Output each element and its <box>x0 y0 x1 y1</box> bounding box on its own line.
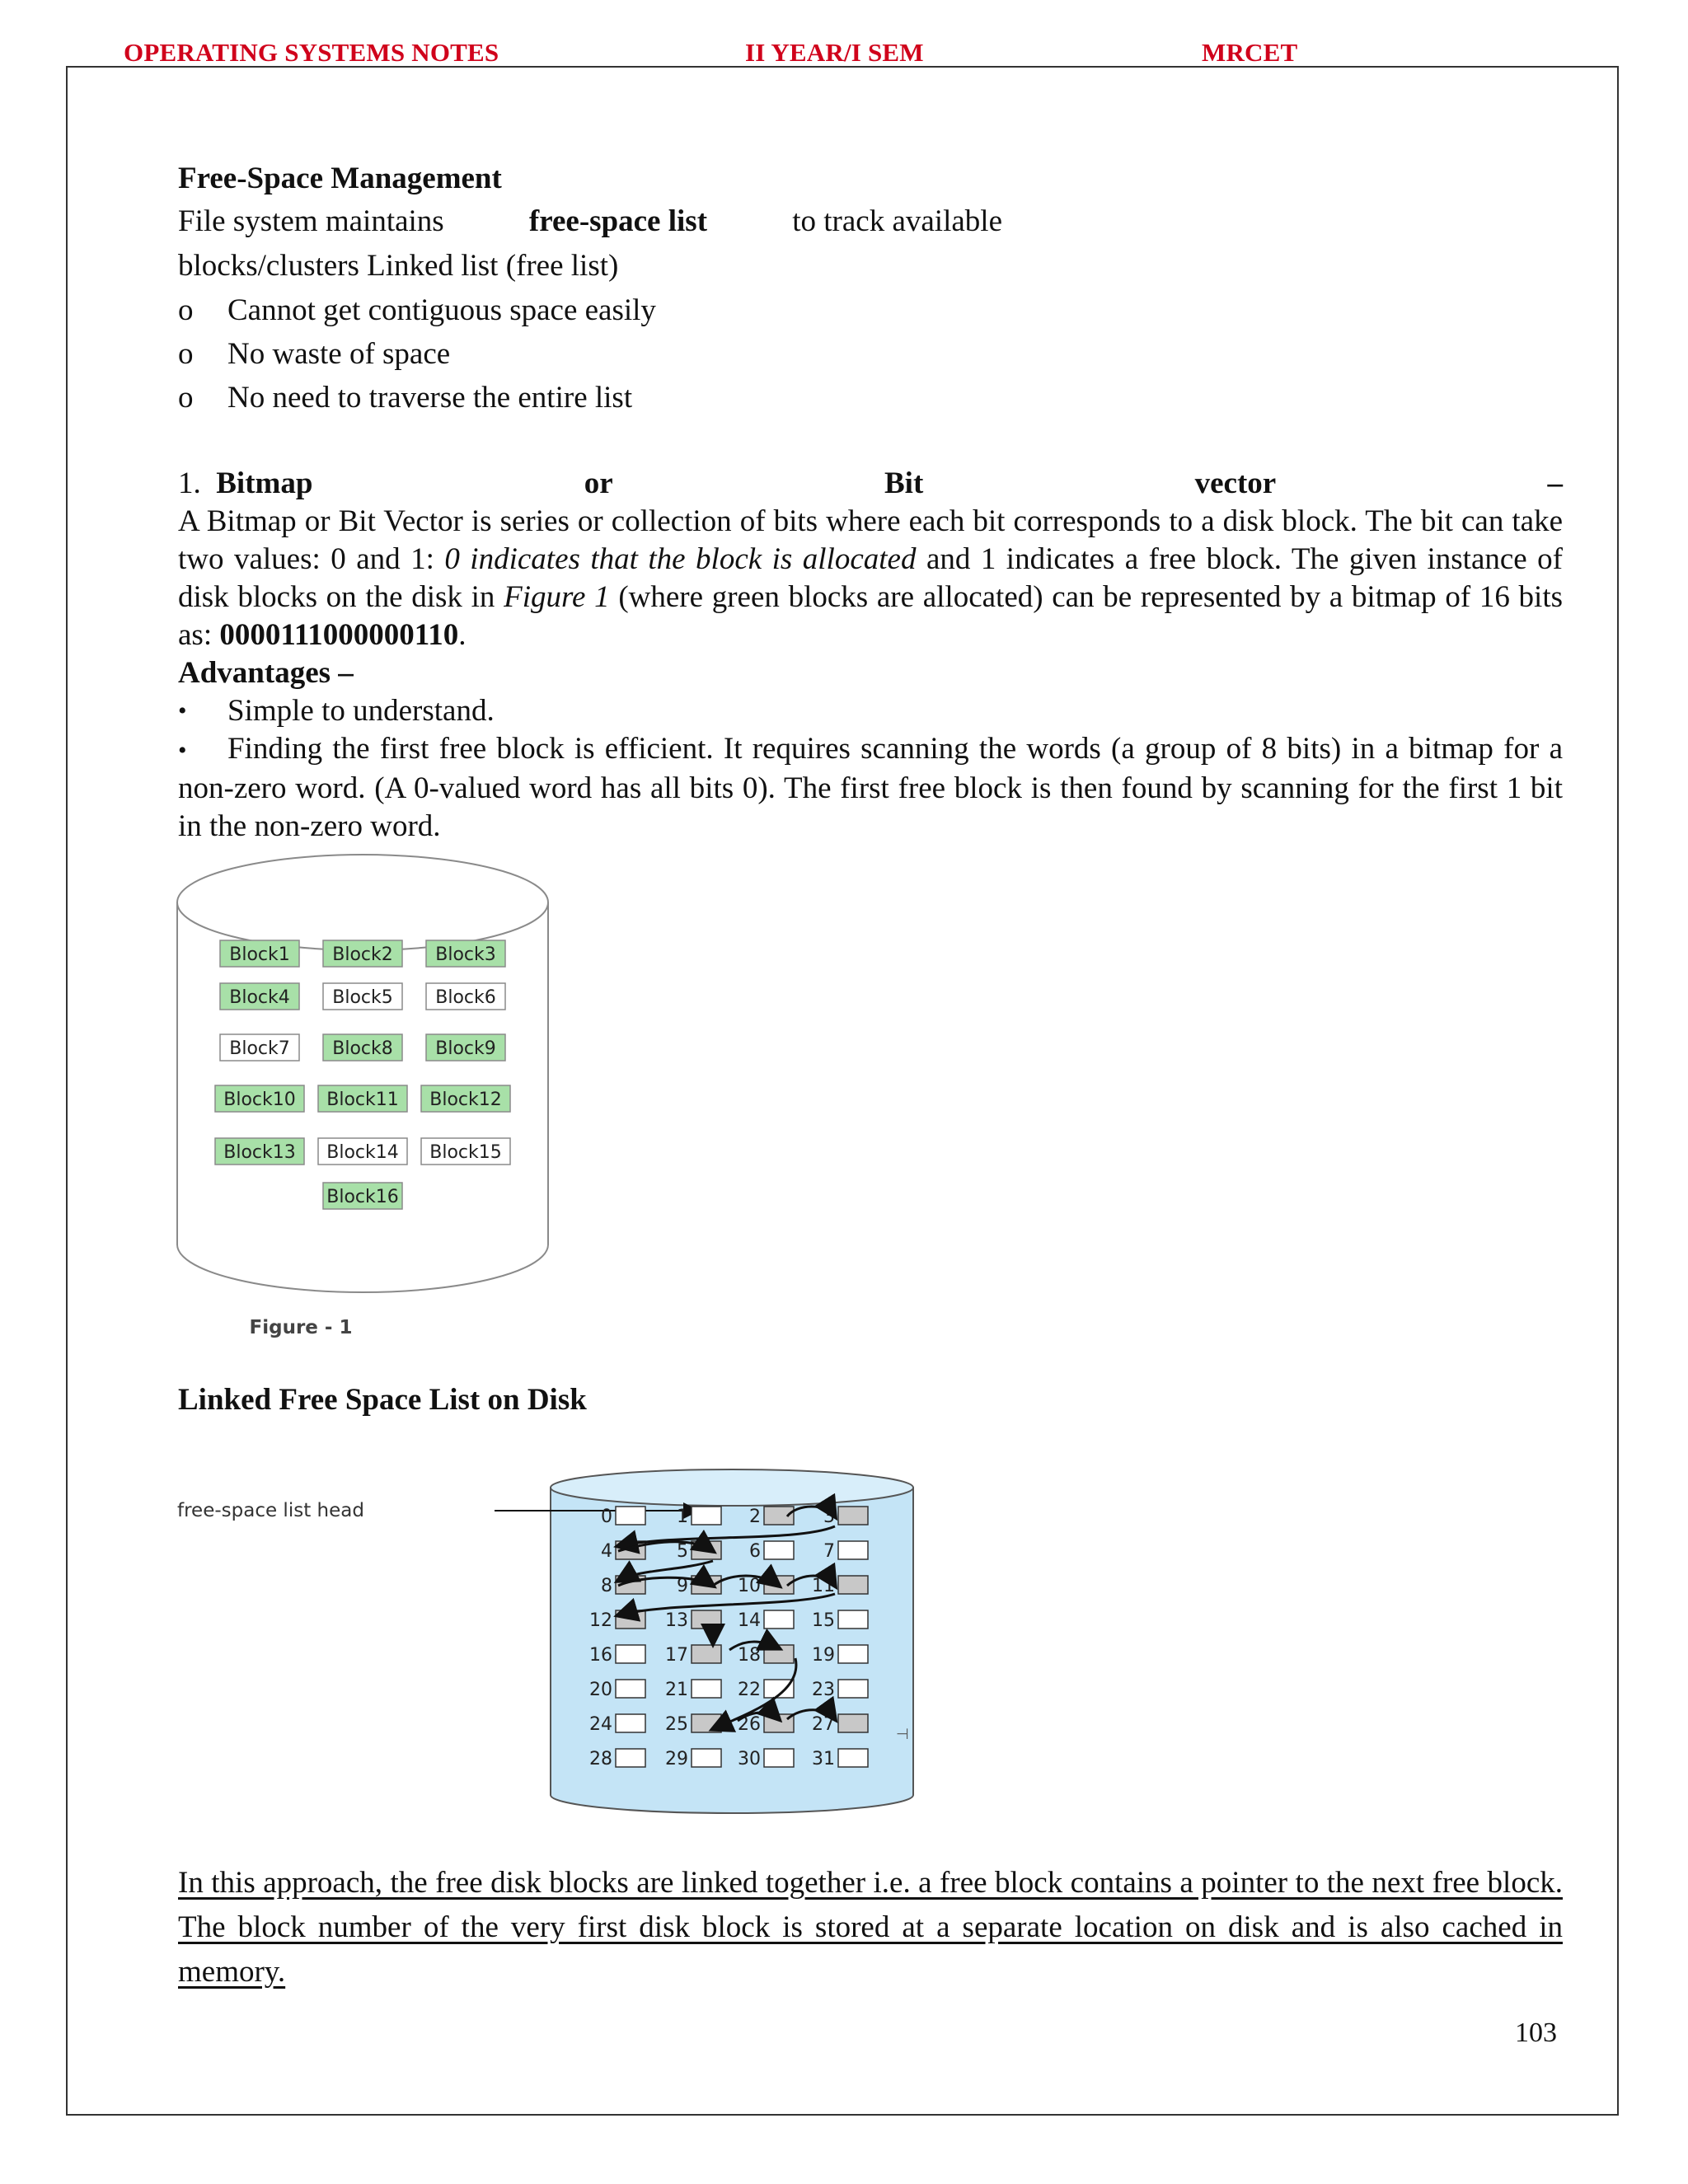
list-item <box>178 332 1563 376</box>
linked-list-diagram <box>169 1467 927 1821</box>
cell-number: 13 <box>665 1610 688 1631</box>
bitmap-heading <box>178 465 1563 503</box>
disk-block-cell <box>838 1714 868 1732</box>
disk-block-cell <box>692 1507 721 1525</box>
cell-number: 14 <box>738 1610 761 1631</box>
bitmap-section <box>178 465 1563 846</box>
linked-paragraph-block <box>178 1861 1563 1994</box>
advantages-title: Advantages – <box>178 656 354 690</box>
cell-number: 25 <box>665 1714 688 1735</box>
list-item-text: No need to traverse the entire list <box>227 381 633 415</box>
disk-block-cell <box>616 1749 645 1767</box>
disk-block-cell <box>616 1507 645 1525</box>
bitmap-number: 1. <box>178 466 201 500</box>
heading-word: – <box>1547 466 1563 500</box>
cell-number: 20 <box>589 1680 612 1700</box>
list-item-text: No waste of space <box>227 337 451 371</box>
disk-block-cell <box>616 1680 645 1698</box>
cell-number: 8 <box>601 1576 612 1596</box>
cell-number: 24 <box>589 1714 612 1735</box>
bitmap-text-b: and 1 indicates a free block. The given instance of disk blocks on the disk in <box>178 542 1564 614</box>
page-number: 103 <box>1515 2018 1557 2048</box>
disk-block-cell <box>764 1610 794 1629</box>
list-item <box>178 288 1563 332</box>
cell-number: 6 <box>749 1541 761 1562</box>
bullet-marker: o <box>178 293 194 327</box>
block-label: Block14 <box>326 1142 399 1163</box>
cell-number: 5 <box>677 1541 688 1562</box>
cell-number: 7 <box>823 1541 835 1562</box>
cell-number: 27 <box>812 1714 835 1735</box>
disk-block-cell <box>692 1680 721 1698</box>
figure-reference: Figure 1 <box>504 580 610 614</box>
linked-paragraph: In this approach, the free disk blocks are linked together i.e. a free block contains a pointer to the next free block. The block number of the very first disk block is stored at a separate location on disk and is also cached in memory. <box>178 1866 1563 1989</box>
bullet-marker: • <box>178 697 187 724</box>
cell-number: 12 <box>589 1610 612 1631</box>
cell-number: 26 <box>738 1714 761 1735</box>
disk-block-cell <box>838 1576 868 1594</box>
list-item-text: Finding the first free block is efficient. It requires scanning the words (a group of 8 bits) in a bitmap for a non-zero word. (A 0-valued word has all bits 0). The first free block is then found by scanning for the first 1 bit in the non-zero word. <box>178 732 1563 843</box>
disk-block-cell <box>616 1645 645 1663</box>
list-item <box>178 376 1563 419</box>
list-item-text: Simple to understand. <box>227 694 495 728</box>
cell-number: 10 <box>738 1576 761 1596</box>
disk-block-cell <box>692 1610 721 1629</box>
cell-number: 18 <box>738 1645 761 1666</box>
cell-number: 17 <box>665 1645 688 1666</box>
block-label: Block12 <box>429 1090 502 1110</box>
list-item-text: Cannot get contiguous space easily <box>227 293 656 327</box>
disk-block-cell <box>838 1749 868 1767</box>
cell-number: 30 <box>738 1749 761 1769</box>
intro-post: to track available <box>792 204 1002 238</box>
bullet-marker: o <box>178 381 194 415</box>
null-pointer-mark: ⊣ <box>896 1726 909 1743</box>
cell-number: 19 <box>812 1645 835 1666</box>
cell-number: 15 <box>812 1610 835 1631</box>
figure-caption: Figure - 1 <box>249 1317 353 1338</box>
bitmap-paragraph <box>178 503 1563 654</box>
disk-block-cell <box>838 1541 868 1559</box>
cell-number: 0 <box>601 1507 612 1527</box>
block-label: Block6 <box>435 987 496 1008</box>
bitmap-text-italic: 0 indicates that the block is allocated <box>444 542 917 576</box>
list-head-label: free-space list head <box>177 1500 364 1521</box>
cell-number: 16 <box>589 1645 612 1666</box>
block-label: Block2 <box>332 944 393 965</box>
heading-word: Bitmap <box>216 466 313 500</box>
block-label: Block16 <box>326 1187 399 1207</box>
heading-word: Bit <box>884 466 924 500</box>
block-label: Block1 <box>229 944 290 965</box>
header-right: MRCET <box>1202 38 1298 67</box>
linked-section <box>178 1381 1563 1419</box>
block-label: Block11 <box>326 1090 399 1110</box>
section-title: Free-Space Management <box>178 162 502 195</box>
block-label: Block8 <box>332 1038 393 1059</box>
heading-word: vector <box>1194 466 1277 500</box>
block-label: Block3 <box>435 944 496 965</box>
bitmap-text-c: (where green blocks are allocated) can be represented by a bitmap of 16 bits as: <box>178 580 1564 652</box>
disk-block-cell <box>838 1507 868 1525</box>
bitmap-heading-lead <box>178 465 312 503</box>
free-space-section <box>178 158 1563 419</box>
disk-block-cell <box>838 1610 868 1629</box>
list-item <box>178 692 1563 730</box>
cell-number: 11 <box>812 1576 835 1596</box>
bullet-marker: o <box>178 337 194 371</box>
block-label: Block4 <box>229 987 290 1008</box>
bullet-marker: • <box>178 737 187 764</box>
intro-bold: free-space list <box>528 204 708 238</box>
block-label: Block13 <box>223 1142 296 1163</box>
figure-1-diagram <box>169 837 565 1347</box>
cell-number: 1 <box>677 1507 688 1527</box>
disk-block-cell <box>616 1714 645 1732</box>
bitmap-text-end: . <box>458 618 467 652</box>
linked-title: Linked Free Space List on Disk <box>178 1383 587 1417</box>
disk-block-cell <box>838 1645 868 1663</box>
bitmap-bits: 0000111000000110 <box>219 618 459 652</box>
block-label: Block7 <box>229 1038 290 1059</box>
cell-number: 23 <box>812 1680 835 1700</box>
cell-number: 4 <box>601 1541 612 1562</box>
cell-number: 9 <box>677 1576 688 1596</box>
list-item <box>178 730 1563 846</box>
bitmap-text-a: A Bitmap or Bit Vector is series or collection of bits where each bit corresponds to a disk block. The bit can take two values: 0 and 1: <box>178 504 1563 576</box>
intro-pre: File system maintains <box>178 204 444 238</box>
header-center: II YEAR/I SEM <box>745 38 924 67</box>
cell-number: 22 <box>738 1680 761 1700</box>
cell-number: 2 <box>749 1507 761 1527</box>
block-label: Block5 <box>332 987 393 1008</box>
cell-number: 3 <box>823 1507 835 1527</box>
header-left: OPERATING SYSTEMS NOTES <box>124 38 499 67</box>
block-label: Block9 <box>435 1038 496 1059</box>
block-label: Block10 <box>223 1090 296 1110</box>
disk-block-cell <box>692 1714 721 1732</box>
cell-number: 29 <box>665 1749 688 1769</box>
intro-line-2: blocks/clusters Linked list (free list) <box>178 249 619 283</box>
cell-number: 21 <box>665 1680 688 1700</box>
disk-block-cell <box>764 1749 794 1767</box>
cell-number: 28 <box>589 1749 612 1769</box>
disk-block-cell <box>764 1541 794 1559</box>
block-label: Block15 <box>429 1142 502 1163</box>
disk-block-cell <box>692 1749 721 1767</box>
disk-block-cell <box>838 1680 868 1698</box>
cell-number: 31 <box>812 1749 835 1769</box>
intro-line-1 <box>178 199 1002 244</box>
heading-word: or <box>584 466 613 500</box>
disk-block-cell <box>692 1645 721 1663</box>
